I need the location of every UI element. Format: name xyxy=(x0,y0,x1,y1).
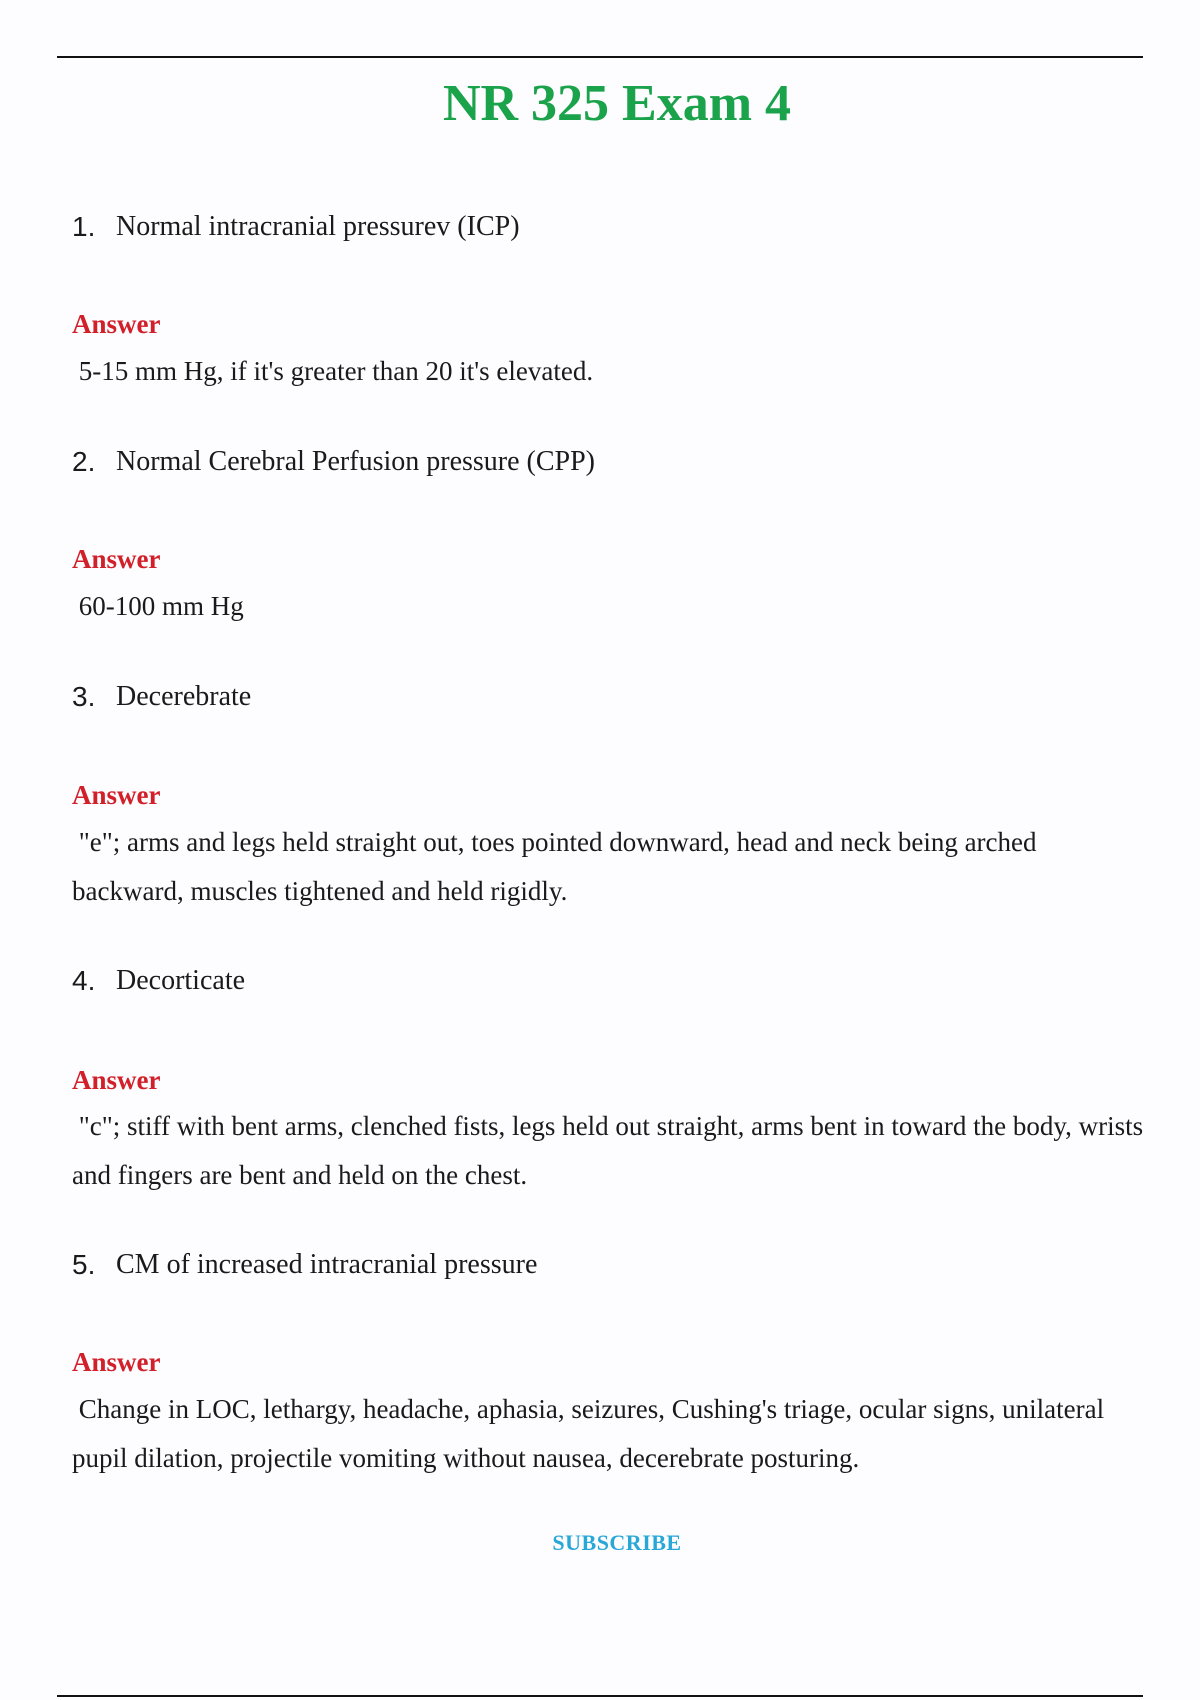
question-number: 4. xyxy=(72,965,96,996)
question-text: CM of increased intracranial pressure xyxy=(116,1249,538,1280)
bottom-rule xyxy=(57,1695,1143,1697)
top-rule xyxy=(57,56,1143,58)
qa-item-3 xyxy=(72,677,1152,906)
answer-text xyxy=(72,582,1152,631)
qa-item-1 xyxy=(72,207,1152,386)
answer-text-content: "e"; arms and legs held straight out, toes pointed downward, head and neck being arched backward, muscles tightened and held rigidly. xyxy=(72,827,1044,906)
question-text: Normal Cerebral Perfusion pressure (CPP) xyxy=(116,446,596,477)
answer-label: Answer xyxy=(72,309,161,339)
question-line xyxy=(72,442,1152,482)
question-line xyxy=(72,677,1152,717)
answer-text-content: Change in LOC, lethargy, headache, aphasia, seizures, Cushing's triage, ocular signs, unilateral pupil dilation, projectile vomiting without nausea, decerebrate posturing. xyxy=(72,1394,1111,1473)
question-text: Normal intracranial pressurev (ICP) xyxy=(116,211,520,242)
question-text: Decorticate xyxy=(116,965,246,996)
qa-item-4 xyxy=(72,961,1152,1190)
qa-item-5 xyxy=(72,1245,1152,1473)
question-number: 1. xyxy=(72,211,96,242)
answer-label: Answer xyxy=(72,1347,161,1377)
answer-text-content: 60-100 mm Hg xyxy=(72,591,244,621)
answer-label: Answer xyxy=(72,1065,161,1095)
subscribe-link[interactable]: SUBSCRIBE xyxy=(552,1530,682,1555)
question-number: 5. xyxy=(72,1249,96,1280)
answer-text-content: "c"; stiff with bent arms, clenched fists, legs held out straight, arms bent in toward the body, wrists and fingers are bent and held on the chest. xyxy=(72,1111,1150,1190)
question-line xyxy=(72,1245,1152,1285)
answer-text-content: 5-15 mm Hg, if it's greater than 20 it's elevated. xyxy=(72,356,594,386)
question-text: Decerebrate xyxy=(116,681,252,712)
question-number: 3. xyxy=(72,681,96,712)
answer-text xyxy=(72,818,1152,916)
document-title: NR 325 Exam 4 xyxy=(442,75,792,132)
qa-item-2 xyxy=(72,442,1152,621)
answer-text xyxy=(72,1102,1152,1200)
question-number: 2. xyxy=(72,446,96,477)
question-line xyxy=(72,207,1152,247)
answer-label: Answer xyxy=(72,780,161,810)
question-line xyxy=(72,961,1152,1001)
answer-label: Answer xyxy=(72,544,161,574)
answer-text xyxy=(72,347,1152,396)
answer-text xyxy=(72,1385,1152,1483)
